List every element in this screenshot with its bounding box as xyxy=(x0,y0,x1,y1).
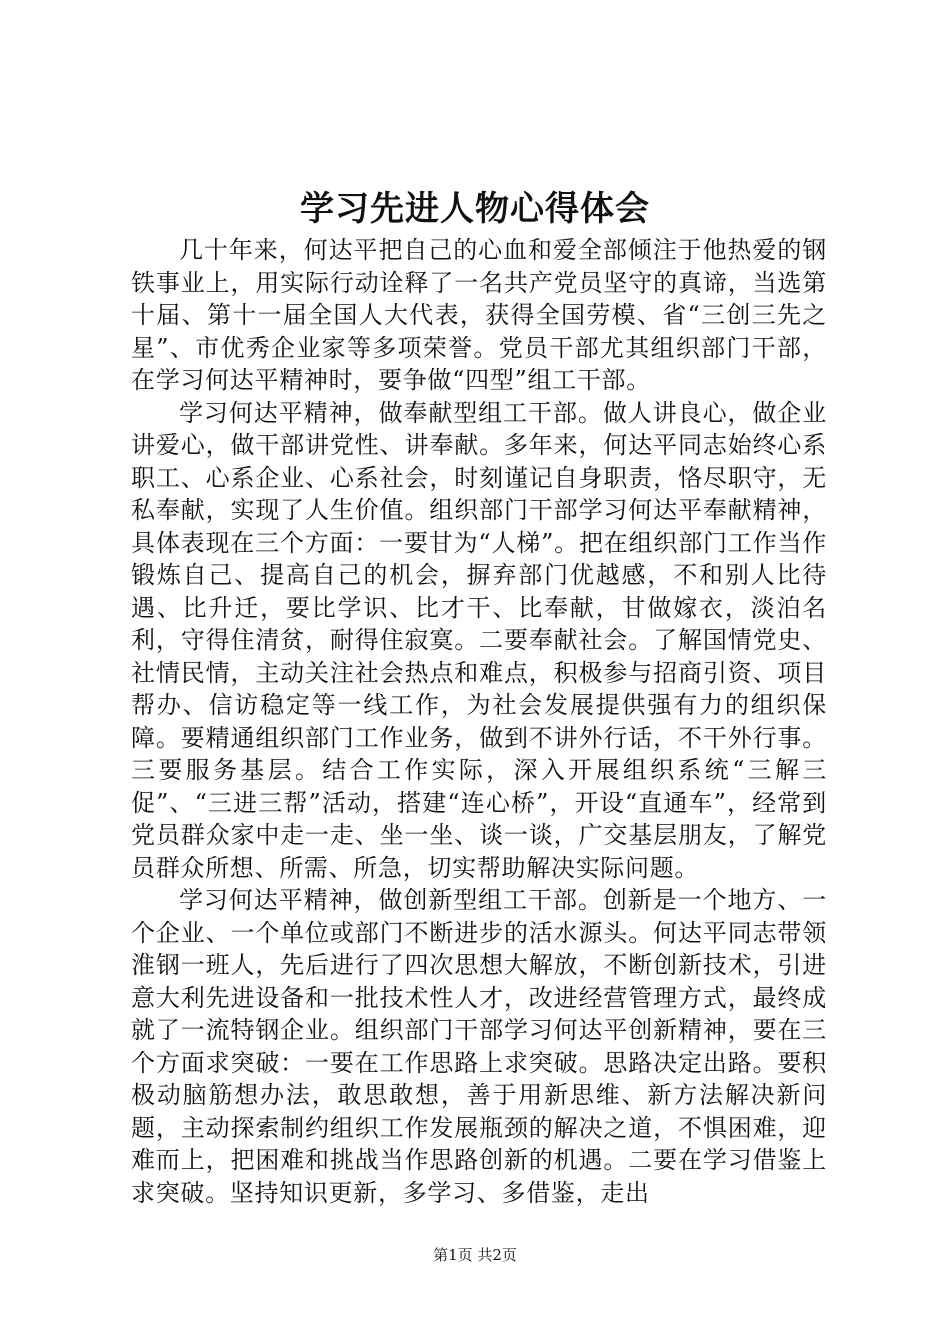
paragraph: 学习何达平精神，做奉献型组工干部。做人讲良心，做企业讲爱心，做干部讲党性、讲奉献。多年来，何达平同志始终心系职工、心系企业、心系社会，时刻谨记自身职责，恪尽职守，无私奉献，实现了人生价值。组织部门干部学习何达平奉献精神，具体表现在三个方面：一要甘为“人梯”。把在组织部门工作当作锻炼自己、提高自己的机会，摒弃部门优越感，不和别人比待遇、比升迁，要比学识、比才干、比奉献，甘做嫁衣，淡泊名利，守得住清贫，耐得住寂寞。二要奉献社会。了解国情党史、社情民情，主动关注社会热点和难点，积极参与招商引资、项目帮办、信访稳定等一线工作，为社会发展提供强有力的组织保障。要精通组织部门工作业务，做到不讲外行话，不干外行事。三要服务基层。结合工作实际，深入开展组织系统“三解三促”、“三进三帮”活动，搭建“连心桥”，开设“直通车”，经常到党员群众家中走一走、坐一坐、谈一谈，广交基层朋友，了解党员群众所想、所需、所急，切实帮助解决实际问题。 xyxy=(131,398,827,882)
page-number-footer: 第1页 共2页 xyxy=(433,1246,517,1264)
paragraph: 学习何达平精神，做创新型组工干部。创新是一个地方、一个企业、一个单位或部门不断进步的活水源头。何达平同志带领淮钢一班人，先后进行了四次思想大解放，不断创新技术，引进意大利先进设备和一批技术性人才，改进经营管理方式，最终成就了一流特钢企业。组织部门干部学习何达平创新精神，要在三个方面求突破：一要在工作思路上求突破。思路决定出路。要积极动脑筋想办法，敢思敢想，善于用新思维、新方法解决新问题，主动探索制约组织工作发展瓶颈的解决之道，不惧困难，迎难而上，把困难和挑战当作思路创新的机遇。二要在学习借鉴上求突破。坚持知识更新，多学习、多借鉴，走出 xyxy=(131,886,827,1207)
document-title: 学习先进人物心得体会 xyxy=(300,189,650,229)
document-body xyxy=(131,234,827,1209)
paragraph: 几十年来，何达平把自己的心血和爱全部倾注于他热爱的钢铁事业上，用实际行动诠释了一名共产党员坚守的真谛，当选第十届、第十一届全国人大代表，获得全国劳模、省“三创三先之星”、市优秀企业家等多项荣誉。党员干部尤其组织部门干部，在学习何达平精神时，要争做“四型”组工干部。 xyxy=(131,236,827,394)
